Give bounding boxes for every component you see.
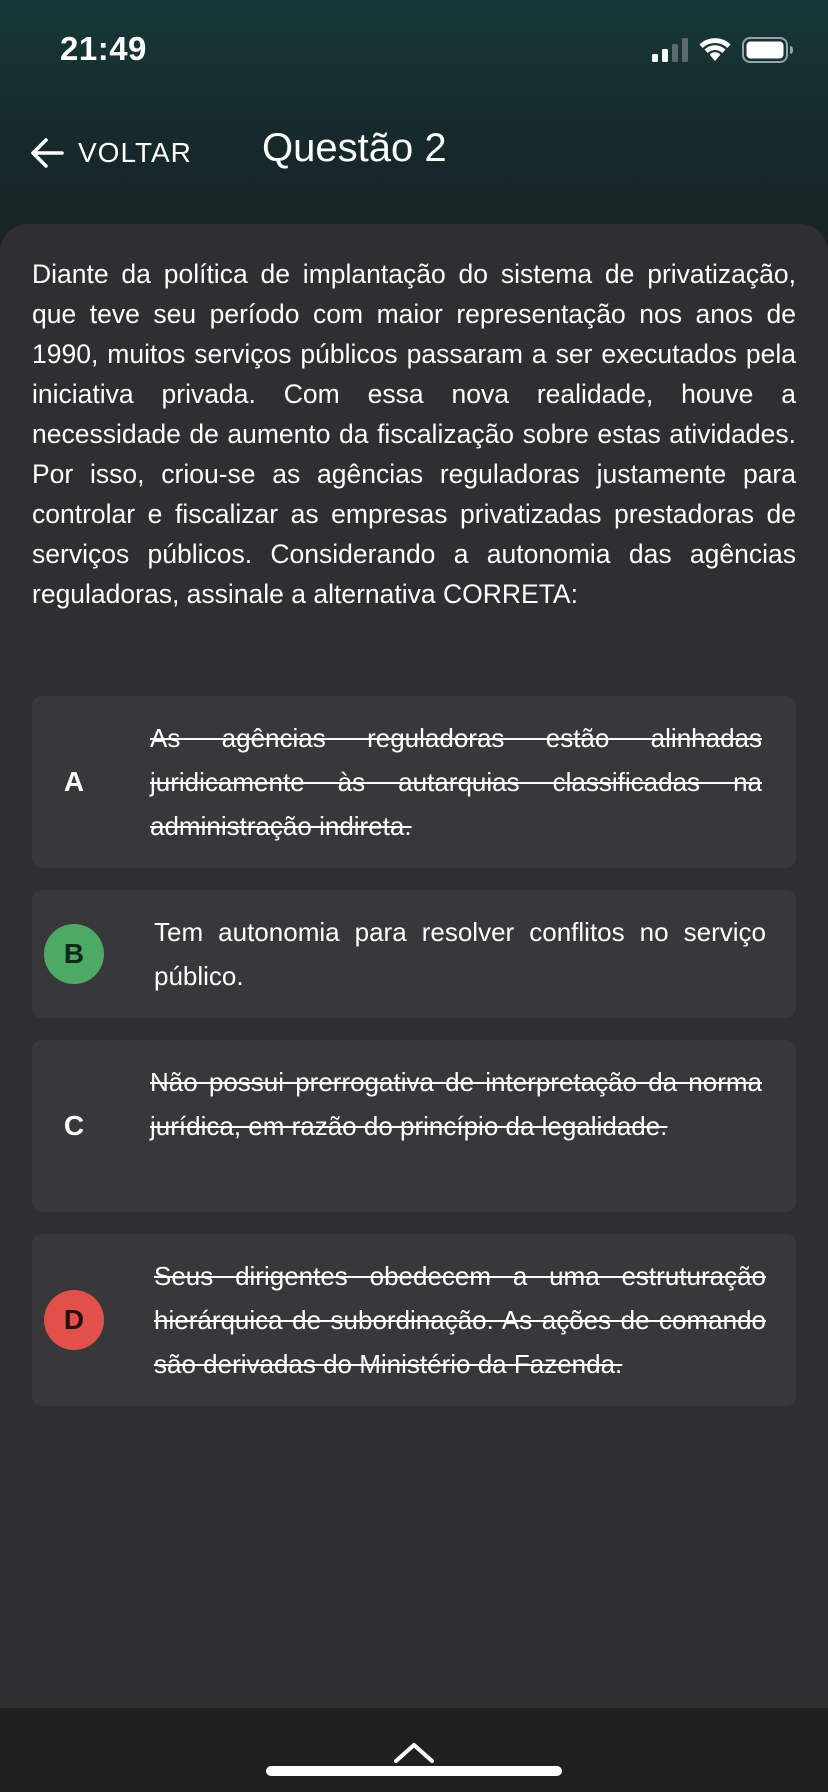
arrow-left-icon [28, 134, 66, 172]
status-time: 21:49 [60, 30, 147, 67]
option-d-letter-wrong-badge: D [44, 1290, 104, 1350]
option-a[interactable] [32, 696, 796, 868]
option-c-letter: C [63, 1110, 85, 1141]
option-d-text: Seus dirigentes obedecem a uma estruturação hierárquica de subordinação. As ações de comando são derivadas do Ministério da Fazenda. [154, 1261, 766, 1379]
battery-icon [742, 37, 794, 63]
back-button[interactable] [28, 130, 192, 176]
option-c-text: Não possui prerrogativa de interpretação da norma jurídica, em razão do princípio da legalidade. [150, 1067, 762, 1141]
question-text: Diante da política de implantação do sistema de privatização, que teve seu período com maior representação nos anos de 1990, muitos serviços públicos passaram a ser executados pela iniciativa privada. Com essa nova realidade, houve a necessidade de aumento da fiscalização sobre estas atividades. Por isso, criou-se as agências reguladoras justamente para controlar e fiscalizar as empresas privatizadas prestadoras de serviços públicos. Considerando a autonomia das agências reguladoras, assinale a alternativa CORRETA: [32, 259, 796, 609]
question-card [0, 224, 828, 1708]
option-a-letter: A [63, 766, 85, 797]
header [0, 120, 828, 186]
back-label: VOLTAR [78, 137, 192, 168]
page-title: Questão 2 [262, 126, 447, 170]
option-d[interactable] [32, 1234, 796, 1406]
option-b-letter-correct-badge: B [44, 924, 104, 984]
bottom-bar [0, 1708, 828, 1792]
signal-icon [652, 38, 688, 62]
chevron-up-icon[interactable] [392, 1740, 436, 1764]
option-b[interactable] [32, 890, 796, 1018]
option-a-text: As agências reguladoras estão alinhadas juridicamente às autarquias classificadas na administração indireta. [150, 723, 762, 841]
home-indicator [266, 1766, 562, 1776]
wifi-icon [698, 36, 732, 62]
option-b-text: Tem autonomia para resolver conflitos no serviço público. [154, 917, 766, 991]
option-c[interactable] [32, 1040, 796, 1212]
status-bar [0, 0, 828, 100]
